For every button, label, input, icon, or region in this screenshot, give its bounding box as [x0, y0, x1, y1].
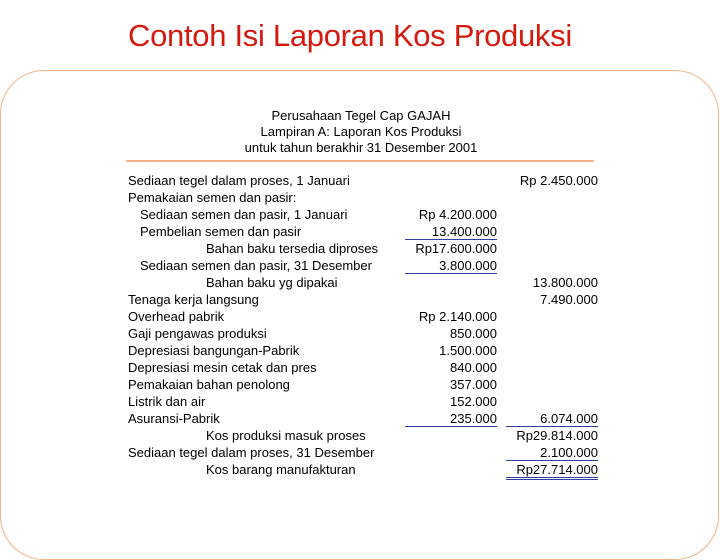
report-period: untuk tahun berakhir 31 Desember 2001 [244, 140, 478, 155]
row-label: Sediaan semen dan pasir, 1 Januari [140, 207, 348, 222]
row-label: Sediaan tegel dalam proses, 31 Desember [128, 445, 375, 460]
table-row [0, 189, 720, 206]
row-label: Depresiasi mesin cetak dan pres [128, 360, 317, 375]
row-label: Depresiasi bangungan-Pabrik [128, 343, 300, 358]
amount-col2: Rp29.814.000 [516, 428, 598, 443]
company-name: Perusahaan Tegel Cap GAJAH [271, 108, 451, 123]
amount-col2: 13.800.000 [532, 275, 598, 290]
row-label: Gaji pengawas produksi [128, 326, 267, 341]
table-row [0, 393, 720, 410]
table-row [0, 342, 720, 359]
row-label: Pemakaian semen dan pasir: [128, 190, 297, 205]
amount-col1: Rp17.600.000 [415, 241, 497, 256]
amount-col1: 235.000 [405, 410, 497, 427]
table-row [0, 240, 720, 257]
table-row [0, 444, 720, 461]
row-label: Sediaan tegel dalam proses, 1 Januari [128, 173, 350, 188]
row-label: Bahan baku tersedia diproses [206, 241, 379, 256]
slide-title: Contoh Isi Laporan Kos Produksi [128, 18, 572, 53]
table-row [0, 223, 720, 240]
table-row [0, 257, 720, 274]
table-row [0, 308, 720, 325]
row-label: Pemakaian bahan penolong [128, 377, 290, 392]
amount-col2: Rp 2.450.000 [519, 173, 598, 188]
row-label: Listrik dan air [128, 394, 206, 409]
table-row [0, 291, 720, 308]
table-row [0, 410, 720, 427]
table-row [0, 206, 720, 223]
report-header [128, 108, 594, 156]
row-label: Kos produksi masuk proses [206, 428, 366, 443]
row-label: Pembelian semen dan pasir [140, 224, 302, 239]
amount-col1: 850.000 [450, 326, 497, 341]
amount-col2: 6.074.000 [506, 410, 598, 427]
table-row [0, 427, 720, 444]
report-subtitle: Lampiran A: Laporan Kos Produksi [260, 124, 462, 139]
amount-col2: 7.490.000 [540, 292, 598, 307]
amount-col1: 357.000 [450, 377, 497, 392]
row-label: Tenaga kerja langsung [128, 292, 259, 307]
amount-col1: Rp 4.200.000 [418, 207, 497, 222]
amount-col1: Rp 2.140.000 [418, 309, 497, 324]
amount-col1: 3.800.000 [405, 257, 497, 274]
row-label: Overhead pabrik [128, 309, 225, 324]
table-row [0, 359, 720, 376]
amount-col1: 1.500.000 [439, 343, 497, 358]
row-label: Bahan baku yg dipakai [206, 275, 338, 290]
amount-col1: 840.000 [450, 360, 497, 375]
row-label: Asuransi-Pabrik [128, 411, 220, 426]
table-row [0, 172, 720, 189]
amount-col1: 152.000 [450, 394, 497, 409]
table-row [0, 274, 720, 291]
table-row [0, 325, 720, 342]
amount-col1: 13.400.000 [405, 223, 497, 240]
amount-col2: 2.100.000 [506, 444, 598, 461]
amount-col2: Rp27.714.000 [506, 461, 598, 480]
row-label: Sediaan semen dan pasir, 31 Desember [140, 258, 372, 273]
table-row [0, 461, 720, 478]
header-divider [126, 160, 594, 162]
table-row [0, 376, 720, 393]
row-label: Kos barang manufakturan [206, 462, 356, 477]
